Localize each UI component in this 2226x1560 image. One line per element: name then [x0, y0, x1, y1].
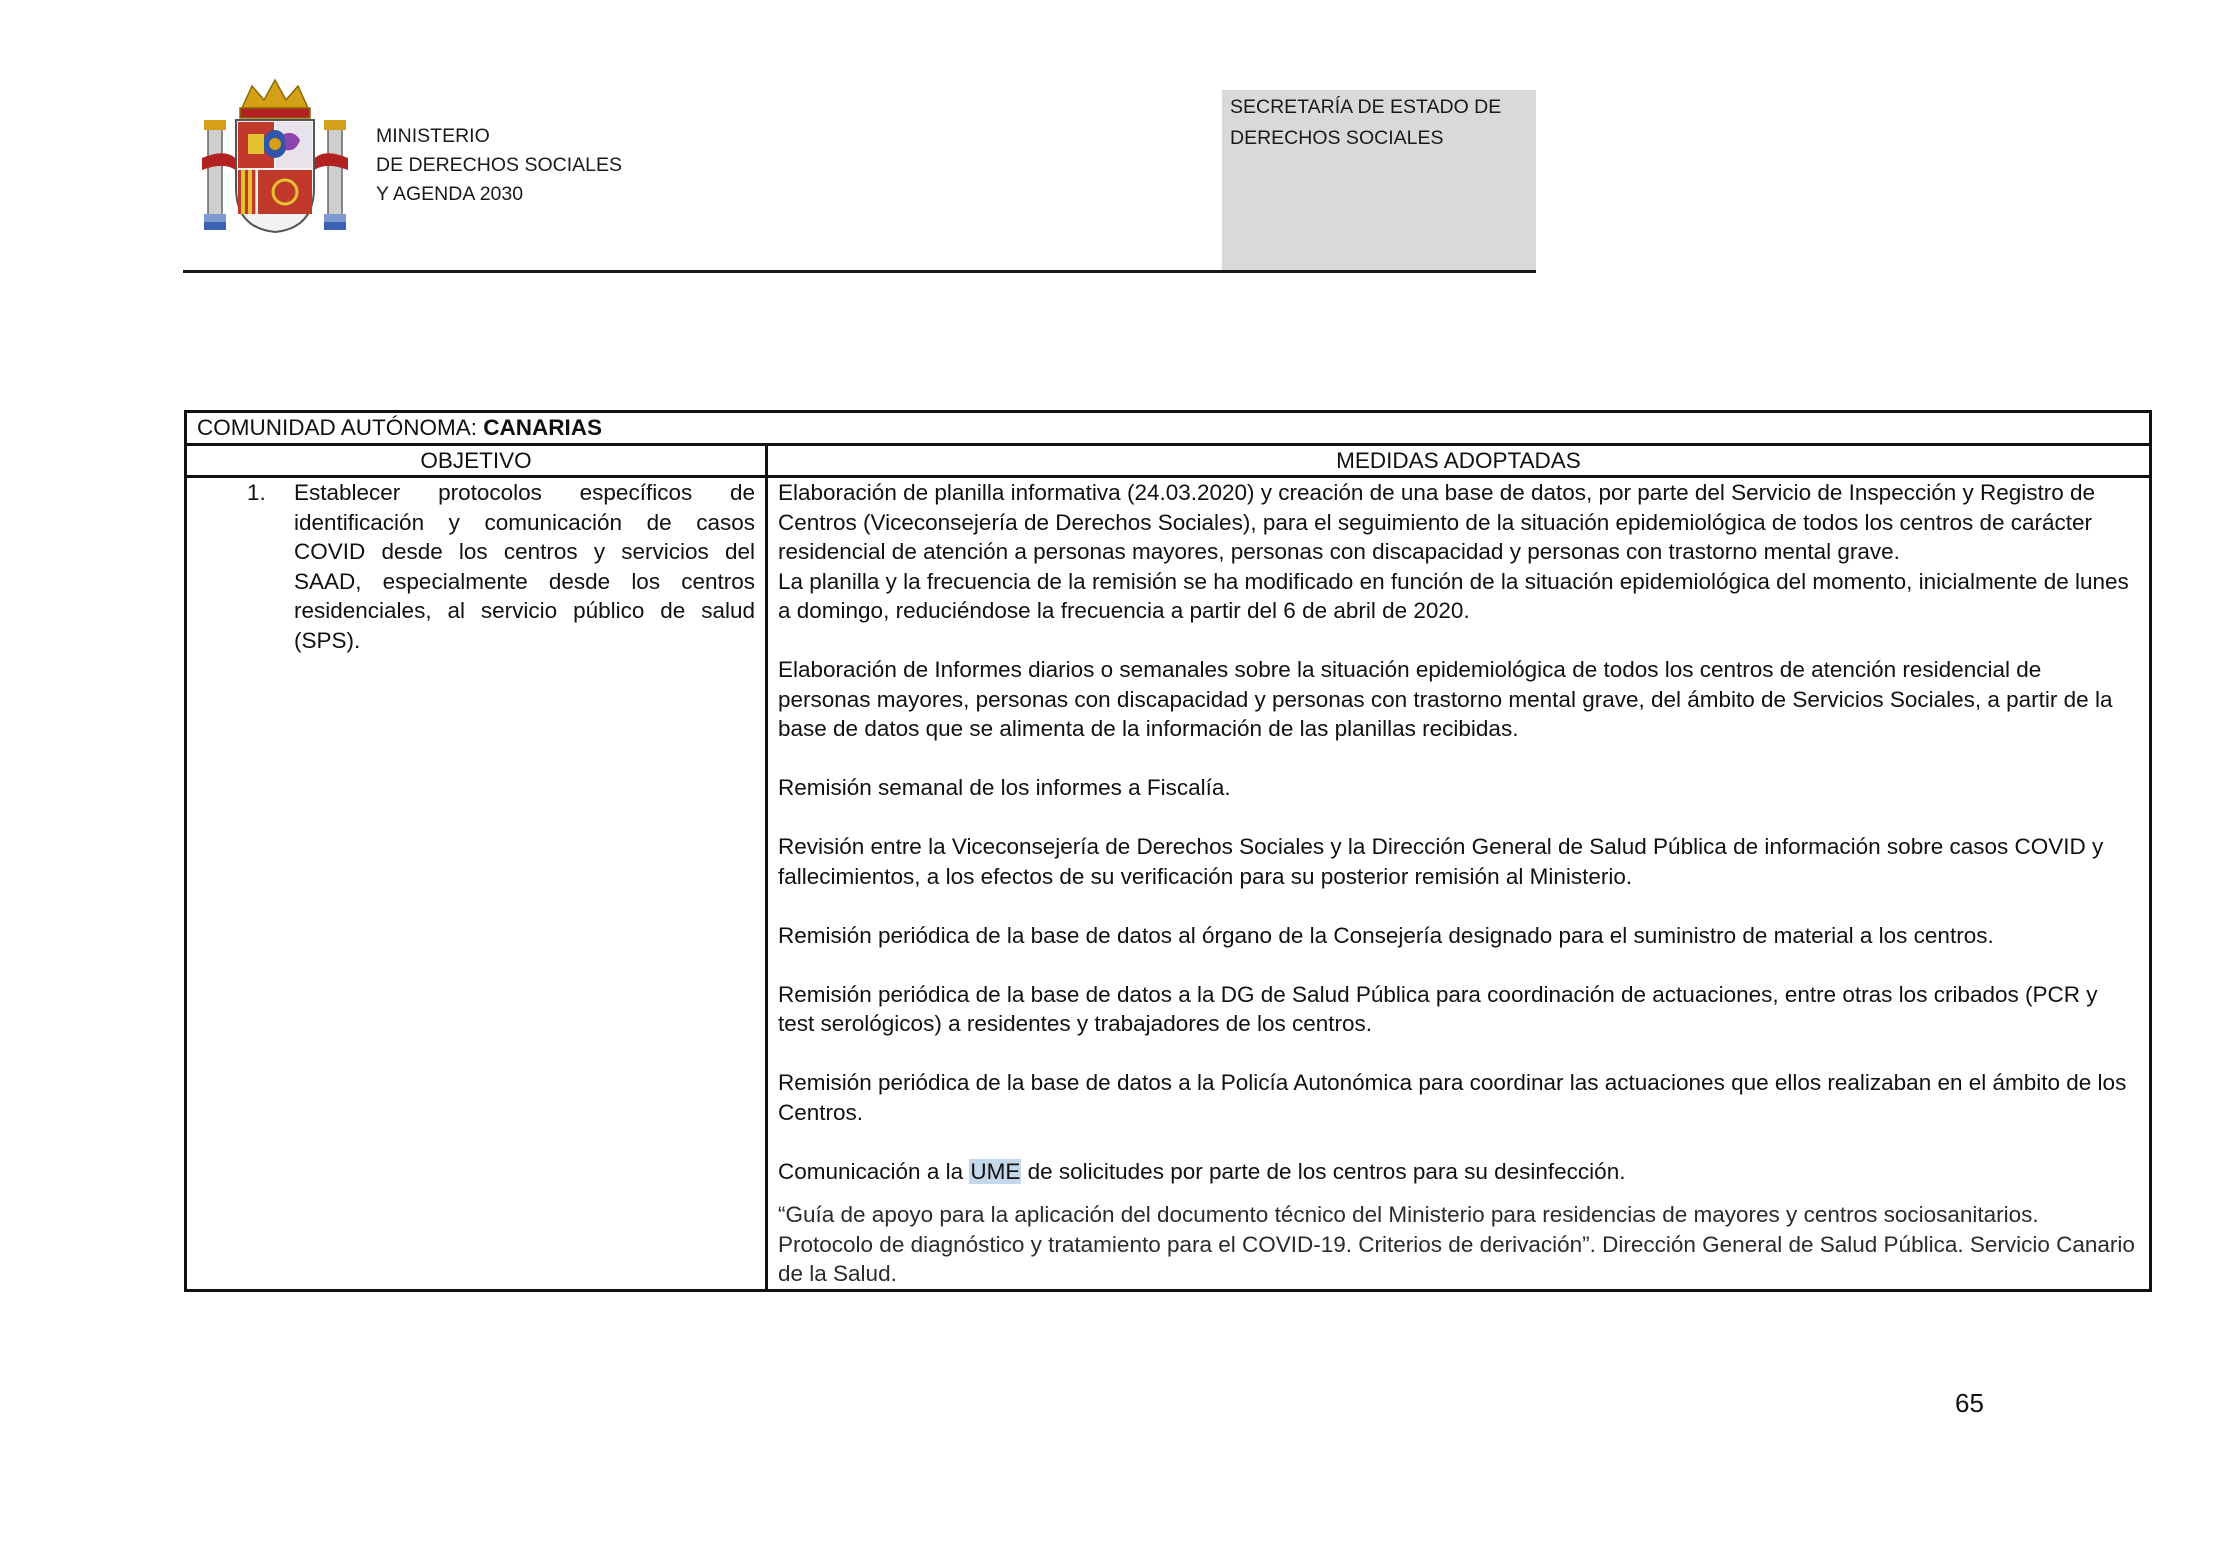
- ministry-line: MINISTERIO: [376, 125, 490, 147]
- objective-number: 1.: [247, 480, 266, 505]
- page-header: [0, 0, 2226, 280]
- measure-paragraph: La planilla y la frecuencia de la remisión se ha modificado en función de la situación epidemiológica del momento, inicialmente de lunes a domingo, reduciéndose la frecuencia a partir del 6 de abril de 2020.: [778, 568, 2129, 623]
- column-header-measures: MEDIDAS ADOPTADAS: [767, 444, 2151, 477]
- objective-text: Establecer protocolos específicos de identificación y comunicación de casos COVID desde los centros y servicios del SAAD, especialmente desde los centros residenciales, al servicio público de salud (SPS).: [294, 480, 755, 653]
- community-name: CANARIAS: [483, 415, 603, 440]
- ume-suffix: de solicitudes por parte de los centros para su desinfección.: [1021, 1158, 1626, 1184]
- ministry-line: DE DERECHOS SOCIALES: [376, 154, 622, 176]
- measure-paragraph: Revisión entre la Viceconsejería de Derechos Sociales y la Dirección General de Salud Pública de información sobre casos COVID y fallecimientos, a los efectos de su verificación para su posterior remisión al Ministerio.: [778, 834, 2104, 889]
- secretaria-line: DERECHOS SOCIALES: [1230, 127, 1444, 149]
- ume-prefix: Comunicación a la: [778, 1158, 970, 1184]
- column-header-objective: OBJETIVO: [186, 444, 767, 477]
- guia-reference: “Guía de apoyo para la aplicación del documento técnico del Ministerio para residencias de mayores y centros sociosanitarios. Protocolo de diagnóstico y tratamiento para el COVID-19. Criterios de derivación”. Dirección General de Salud Pública. Servicio Canario de la Salud.: [778, 1202, 2135, 1286]
- coat-of-arms-icon: [200, 78, 350, 234]
- objective-item: [197, 478, 755, 655]
- table-row: [186, 477, 2151, 1291]
- community-cell: [186, 412, 2151, 445]
- measures-cell: [767, 477, 2151, 1291]
- page-number: 65: [1955, 1388, 1984, 1418]
- measure-ume-paragraph: [778, 1157, 2139, 1187]
- column-header-row: [186, 444, 2151, 477]
- ministry-line: Y AGENDA 2030: [376, 183, 524, 205]
- ume-highlight: UME: [970, 1158, 1021, 1184]
- community-label: COMUNIDAD AUTÓNOMA:: [197, 415, 484, 440]
- secretaria-line: SECRETARÍA DE ESTADO DE: [1230, 96, 1502, 118]
- measure-paragraph: Elaboración de planilla informativa (24.03.2020) y creación de una base de datos, por parte del Servicio de Inspección y Registro de Centros (Viceconsejería de Derechos Sociales), para el seguimiento de la situación epidemiológica de todos los centros de carácter residencial de atención a personas mayores, personas con discapacidad y personas con trastorno mental grave.: [778, 480, 2096, 564]
- measure-paragraph: Remisión periódica de la base de datos a la Policía Autonómica para coordinar las actuaciones que ellos realizaban en el ámbito de los Centros.: [778, 1070, 2127, 1125]
- measure-paragraph: Elaboración de Informes diarios o semanales sobre la situación epidemiológica de todos los centros de atención residencial de personas mayores, personas con discapacidad y personas con trastorno mental grave, del ámbito de Servicios Sociales, a partir de la base de datos que se alimenta de la información de las planillas recibidas.: [778, 657, 2113, 741]
- objective-cell: [186, 477, 767, 1291]
- measure-paragraph: Remisión periódica de la base de datos al órgano de la Consejería designado para el suministro de material a los centros.: [778, 922, 1994, 948]
- secretaria-box: [1222, 90, 1536, 270]
- header-divider: [183, 270, 1536, 273]
- ministry-name: [376, 122, 622, 209]
- measure-paragraph: Remisión periódica de la base de datos a la DG de Salud Pública para coordinación de actuaciones, entre otras los cribados (PCR y test serológicos) a residentes y trabajadores de los centros.: [778, 981, 2098, 1036]
- community-row: [186, 412, 2151, 445]
- measure-paragraph: Remisión semanal de los informes a Fiscalía.: [778, 775, 1231, 800]
- measures-table: [184, 410, 2152, 1292]
